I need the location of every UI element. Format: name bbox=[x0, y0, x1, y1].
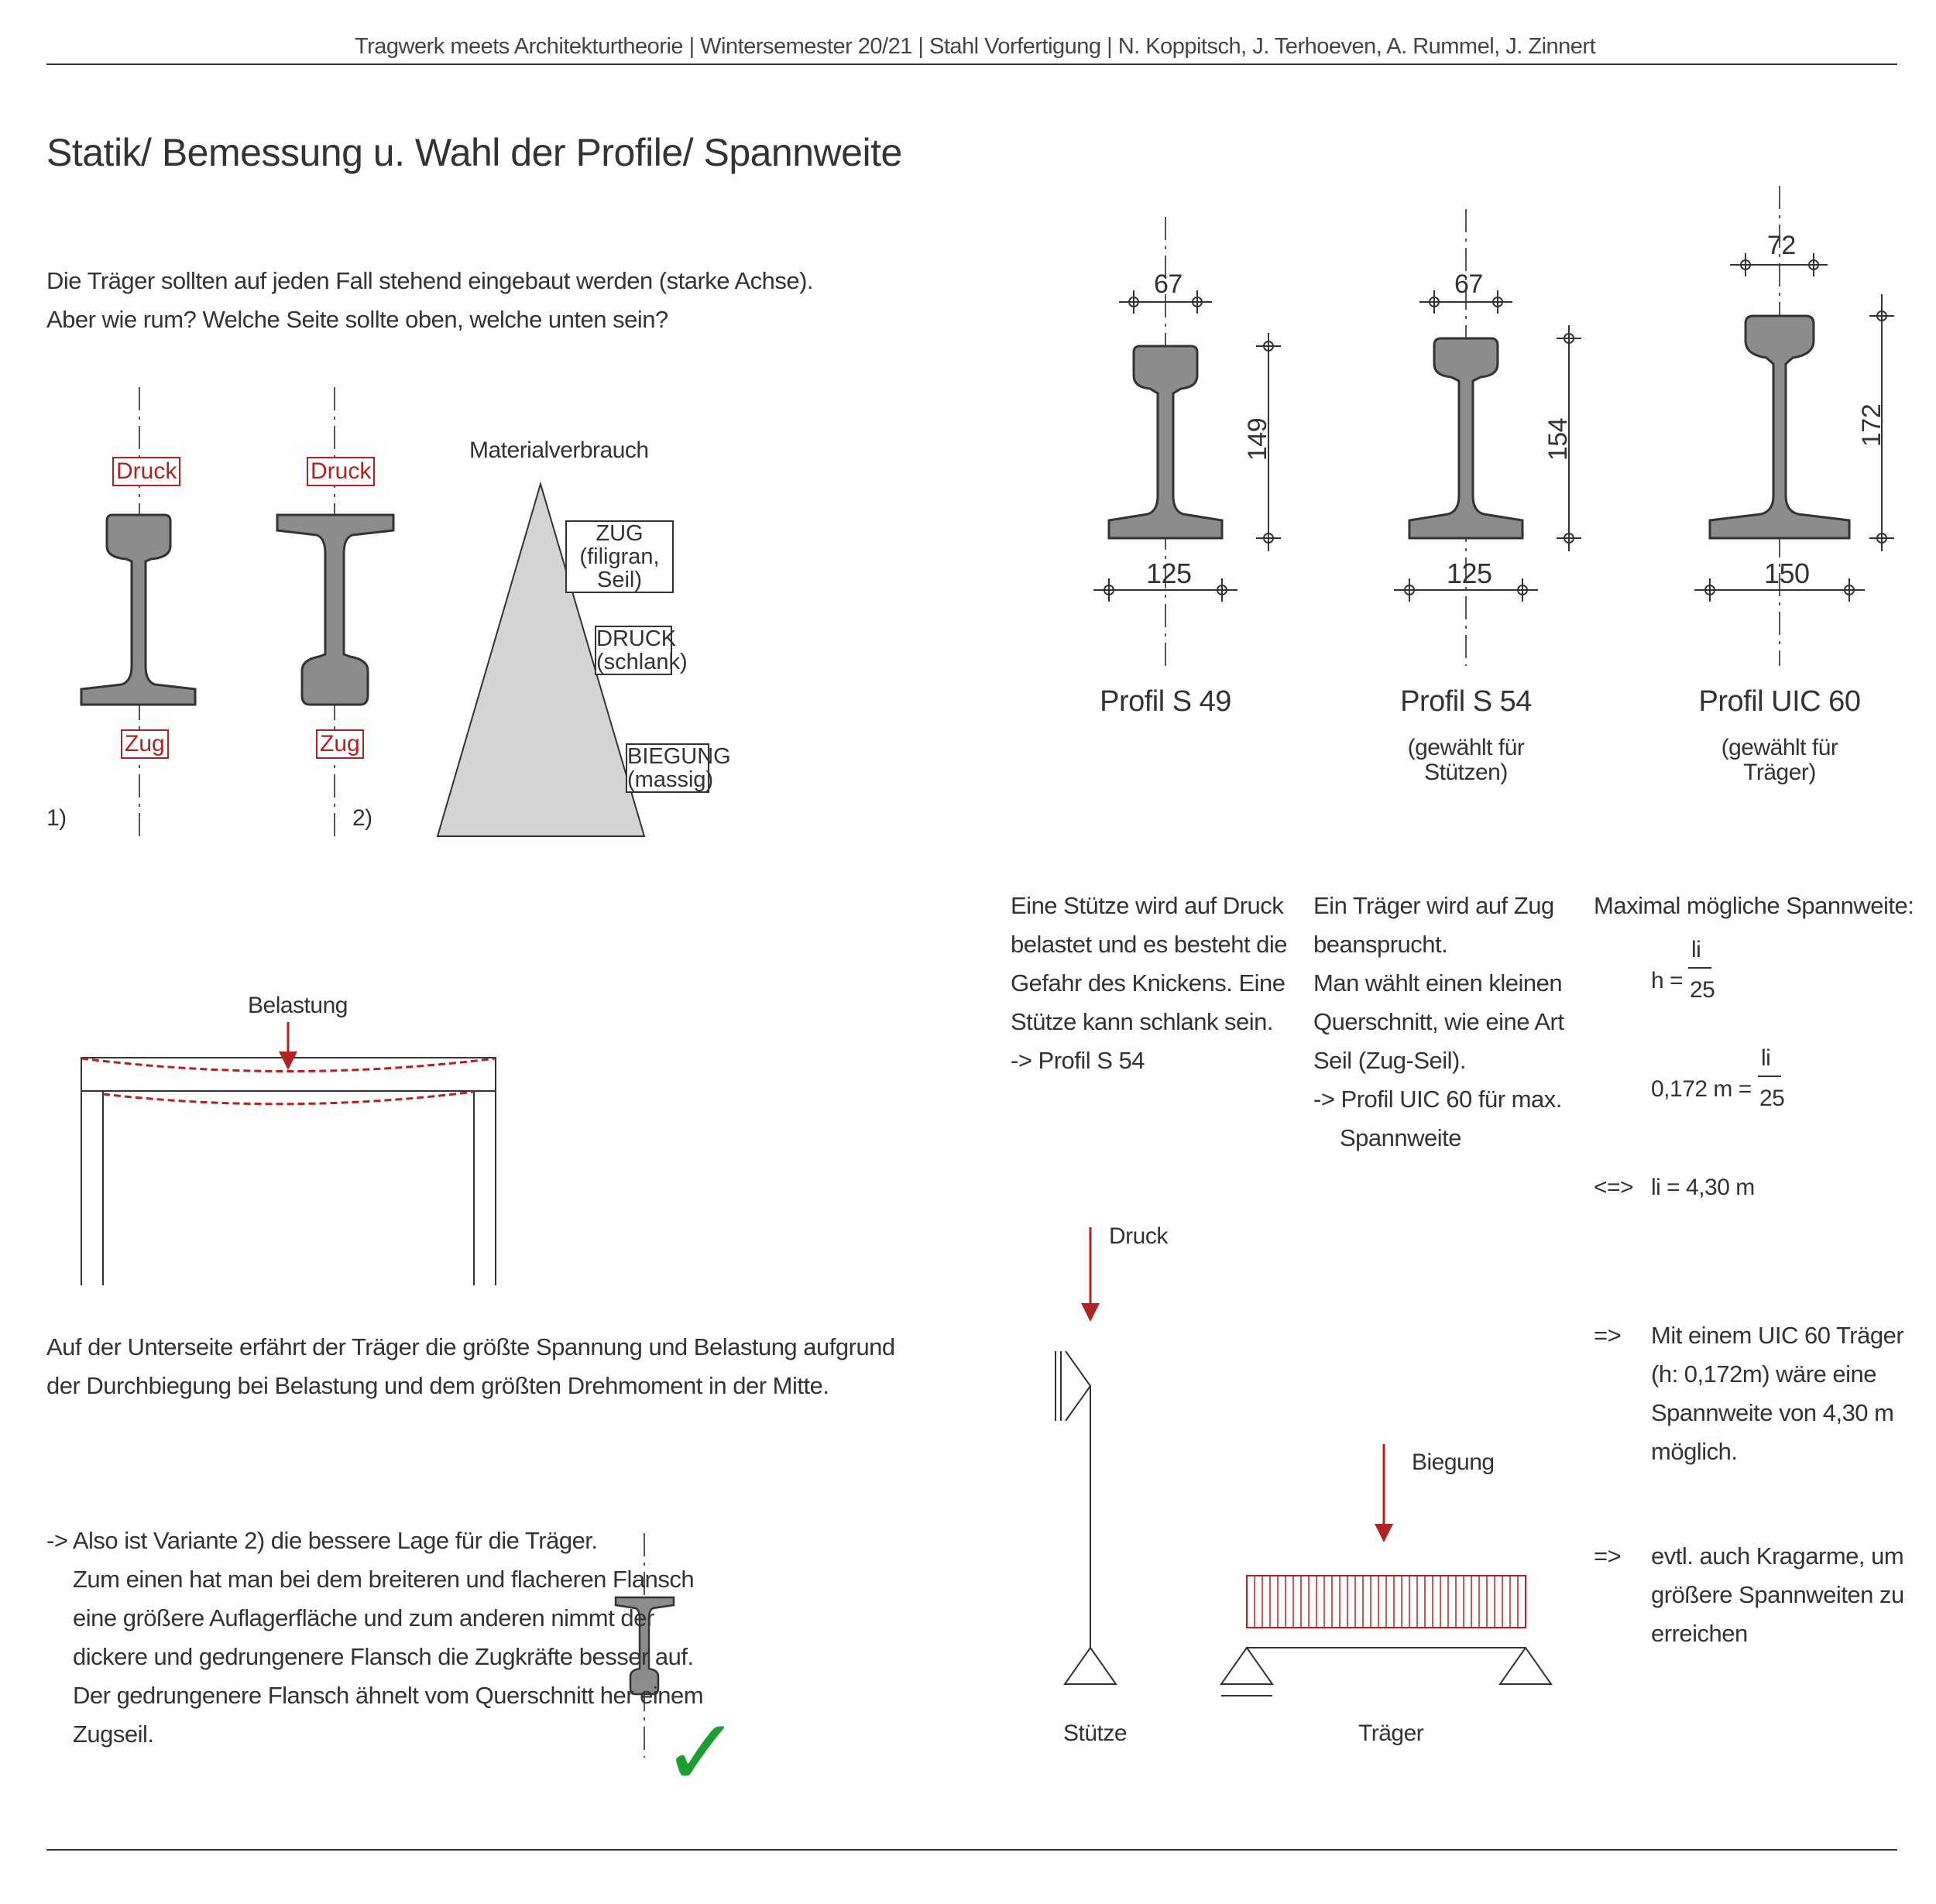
profile-uic60-note bbox=[1702, 736, 1857, 785]
stuetze-text-5: -> Profil S 54 bbox=[1011, 1047, 1145, 1074]
fraction-2-denominator: 25 bbox=[1759, 1086, 1785, 1111]
traeger-text-4: Querschnitt, wie eine Art bbox=[1313, 1008, 1564, 1035]
s54-top-width: 67 bbox=[1454, 269, 1483, 299]
material-biegung-box bbox=[626, 743, 731, 793]
material-biegung: BIEGUNG bbox=[627, 744, 731, 769]
traeger-text-1: Ein Träger wird auf Zug bbox=[1313, 892, 1554, 919]
profile-s54-note bbox=[1388, 736, 1543, 785]
conclusion-uic-2: (h: 0,172m) wäre eine bbox=[1651, 1360, 1877, 1388]
conclusion-line-3: eine größere Auflagerfläche und zum anderen nimmt der bbox=[73, 1604, 654, 1631]
conclusion-uic-1: Mit einem UIC 60 Träger bbox=[1651, 1322, 1904, 1349]
stuetze-text-4: Stütze kann schlank sein. bbox=[1011, 1008, 1274, 1035]
rail-variant-2 bbox=[277, 387, 393, 836]
fraction-1-denominator: 25 bbox=[1690, 977, 1715, 1003]
intro-line-1: Die Träger sollten auf jeden Fall stehend eingebaut werden (starke Achse). bbox=[46, 267, 814, 294]
profile-s54-note-1: (gewählt für bbox=[1407, 735, 1525, 760]
material-zug: ZUG bbox=[596, 521, 644, 546]
beam-system bbox=[1221, 1444, 1551, 1696]
material-druck: DRUCK bbox=[596, 626, 677, 651]
conclusion-line-6: Zugseil. bbox=[73, 1720, 154, 1748]
traeger-text-5: Seil (Zug-Seil). bbox=[1313, 1047, 1466, 1074]
zug-label-v2: Zug bbox=[316, 729, 364, 759]
header-rule bbox=[46, 63, 1897, 65]
conclusion-line-2: Zum einen hat man bei dem breiteren und flacheren Flansch bbox=[73, 1566, 695, 1593]
implies-1: => bbox=[1594, 1322, 1622, 1349]
header-line: Tragwerk meets Architekturtheorie | Wintersemester 20/21 | Stahl Vorfertigung | N. Koppitsch, J. Terhoeven, A. Rummel, J. Zinnert bbox=[355, 34, 1596, 59]
material-biegung-sub: (massig) bbox=[627, 767, 714, 792]
profile-uic60-note-2: Träger) bbox=[1743, 760, 1816, 785]
profile-s49-name: Profil S 49 bbox=[1100, 685, 1231, 718]
fraction-2-numerator: li bbox=[1761, 1045, 1771, 1071]
stuetze-text-2: belastet und es besteht die bbox=[1011, 931, 1288, 958]
stuetze-label: Stütze bbox=[1063, 1720, 1128, 1746]
kragarm-2: größere Spannweiten zu bbox=[1651, 1581, 1904, 1608]
checkmark-icon: ✓ bbox=[662, 1700, 740, 1807]
material-druck-sub: (schlank) bbox=[596, 650, 688, 674]
biegung-system-label: Biegung bbox=[1412, 1449, 1495, 1475]
kragarm-3: erreichen bbox=[1651, 1620, 1748, 1647]
equiv-sign: <=> bbox=[1594, 1175, 1634, 1200]
traeger-text-2: beansprucht. bbox=[1313, 931, 1448, 958]
material-zug-box bbox=[565, 520, 674, 593]
result-value: li = 4,30 m bbox=[1651, 1175, 1755, 1200]
column-system bbox=[1056, 1227, 1116, 1684]
bending-text-line-2: der Durchbiegung bei Belastung und dem größten Drehmoment in der Mitte. bbox=[46, 1372, 829, 1399]
s49-top-width: 67 bbox=[1154, 269, 1183, 299]
profile-s54-note-2: Stützen) bbox=[1424, 760, 1508, 785]
h-equals: h = bbox=[1651, 968, 1684, 993]
conclusion-line-1: -> Also ist Variante 2) die bessere Lage für die Träger. bbox=[46, 1527, 598, 1554]
traeger-text-7: Spannweite bbox=[1340, 1124, 1462, 1151]
material-zug-sub: (filigran, Seil) bbox=[579, 544, 660, 592]
conclusion-uic-4: möglich. bbox=[1651, 1438, 1738, 1465]
variant-1-label: 1) bbox=[46, 805, 67, 831]
druck-system-label: Druck bbox=[1109, 1223, 1168, 1249]
page-title: Statik/ Bemessung u. Wahl der Profile/ Spannweite bbox=[46, 131, 902, 174]
s54-bottom-width: 125 bbox=[1447, 557, 1492, 589]
stuetze-text-1: Eine Stütze wird auf Druck bbox=[1011, 892, 1284, 919]
s49-bottom-width: 125 bbox=[1146, 557, 1192, 589]
fraction-1-numerator: li bbox=[1691, 937, 1701, 962]
profile-uic60-note-1: (gewählt für bbox=[1721, 735, 1838, 760]
traeger-label: Träger bbox=[1358, 1720, 1424, 1746]
material-title: Materialverbrauch bbox=[469, 437, 649, 463]
s49-height: 149 bbox=[1243, 417, 1273, 461]
uic60-height: 172 bbox=[1857, 403, 1887, 448]
profile-s54-name: Profil S 54 bbox=[1400, 685, 1532, 718]
conclusion-line-5: Der gedrungenere Flansch ähnelt vom Querschnitt her einem bbox=[73, 1682, 704, 1709]
footer-rule bbox=[46, 1849, 1897, 1851]
variant-2-label: 2) bbox=[352, 805, 372, 831]
uic60-top-width: 72 bbox=[1767, 231, 1796, 260]
profile-uic60-name: Profil UIC 60 bbox=[1698, 685, 1861, 718]
druck-label-v2: Druck bbox=[307, 457, 375, 486]
zug-label-v1: Zug bbox=[121, 729, 169, 759]
traeger-text-3: Man wählt einen kleinen bbox=[1313, 969, 1563, 997]
bending-text-line-1: Auf der Unterseite erfährt der Träger die größte Spannung und Belastung aufgrund bbox=[46, 1333, 895, 1360]
spannweite-title: Maximal mögliche Spannweite: bbox=[1594, 892, 1914, 919]
belastung-label: Belastung bbox=[248, 993, 348, 1018]
uic60-bottom-width: 150 bbox=[1764, 557, 1810, 589]
material-druck-box bbox=[595, 626, 688, 675]
kragarm-1: evtl. auch Kragarme, um bbox=[1651, 1542, 1904, 1570]
intro-line-2: Aber wie rum? Welche Seite sollte oben, welche unten sein? bbox=[46, 306, 668, 333]
s54-height: 154 bbox=[1543, 417, 1574, 461]
conclusion-line-4: dickere und gedrungenere Flansch die Zugkräfte besser auf. bbox=[73, 1643, 694, 1670]
druck-label-v1: Druck bbox=[112, 457, 180, 486]
frame-drawing bbox=[81, 1022, 496, 1285]
conclusion-uic-3: Spannweite von 4,30 m bbox=[1651, 1399, 1894, 1426]
value-equals: 0,172 m = bbox=[1651, 1076, 1752, 1102]
stuetze-text-3: Gefahr des Knickens. Eine bbox=[1011, 969, 1286, 997]
traeger-text-6: -> Profil UIC 60 für max. bbox=[1313, 1086, 1562, 1113]
implies-2: => bbox=[1594, 1542, 1622, 1570]
rail-variant-1 bbox=[81, 387, 195, 836]
